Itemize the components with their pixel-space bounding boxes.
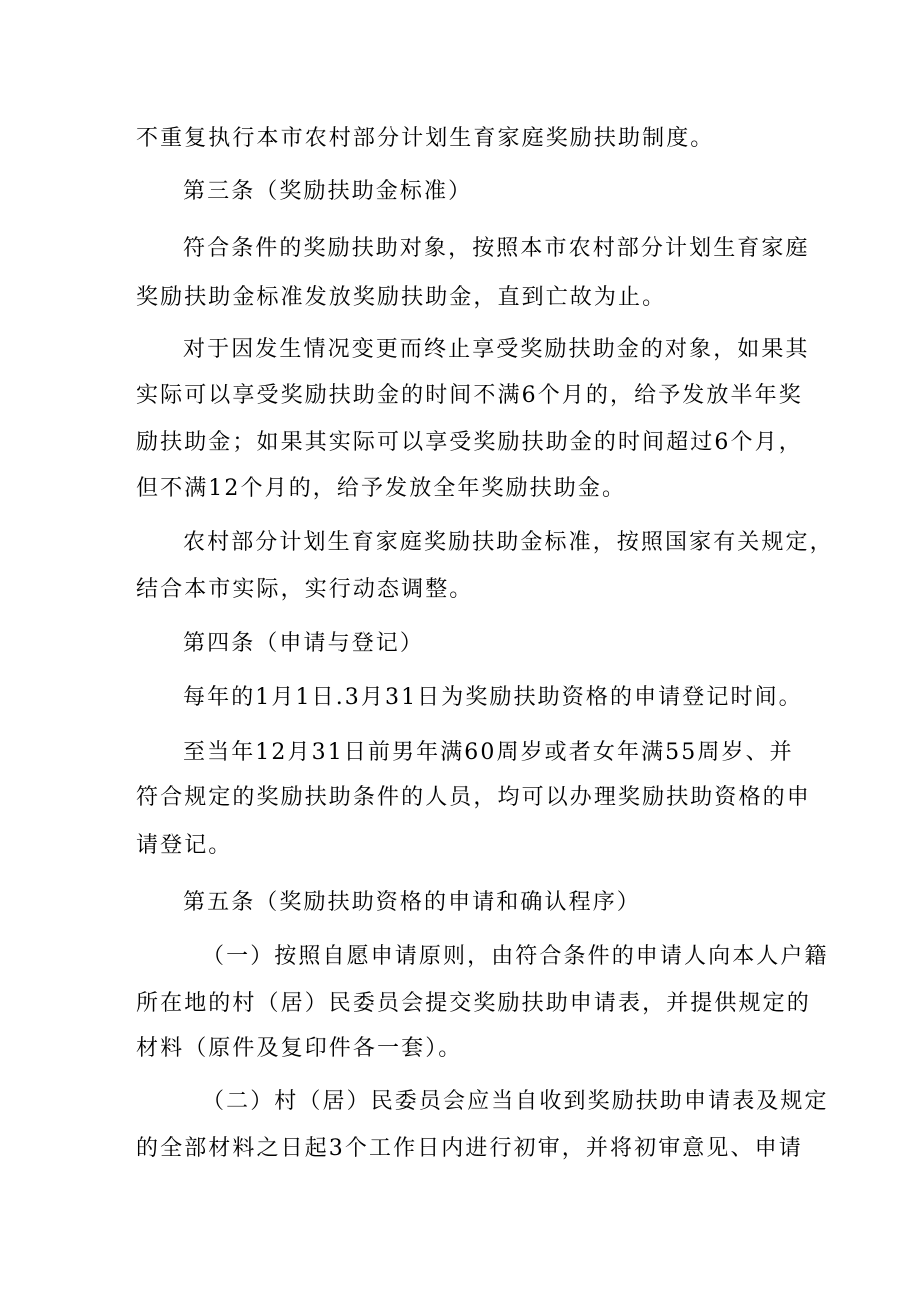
paragraph-line: 请登记。 xyxy=(136,833,233,858)
paragraph-line: 励扶助金；如果其实际可以享受奖励扶助金的时间超过6个月， xyxy=(136,430,803,455)
paragraph-line: 不重复执行本市农村部分计划生育家庭奖励扶助制度。 xyxy=(136,126,715,151)
paragraph-line: 但不满12个月的，给予发放全年奖励扶助金。 xyxy=(136,476,627,501)
paragraph-line: 奖励扶助金标准发放奖励扶助金，直到亡故为止。 xyxy=(136,285,667,310)
paragraph-line: 对于因发生情况变更而终止享受奖励扶助金的对象，如果其 xyxy=(183,337,810,362)
article-heading: 第四条（申请与登记） xyxy=(183,631,425,656)
article-heading: 第三条（奖励扶助金标准） xyxy=(183,179,473,204)
paragraph-line: 所在地的村（居）民委员会提交奖励扶助申请表，并提供规定的 xyxy=(136,991,811,1016)
paragraph-line: 至当年12月31日前男年满60周岁或者女年满55周岁、并 xyxy=(183,740,794,765)
paragraph-line: （一）按照自愿申请原则，由符合条件的申请人向本人户籍 xyxy=(202,944,829,969)
article-heading: 第五条（奖励扶助资格的申请和确认程序） xyxy=(183,890,641,915)
paragraph-line: （二）村（居）民委员会应当自收到奖励扶助申请表及规定 xyxy=(202,1089,829,1114)
paragraph-line: 符合条件的奖励扶助对象，按照本市农村部分计划生育家庭 xyxy=(183,236,810,261)
paragraph-line: 结合本市实际，实行动态调整。 xyxy=(136,577,474,602)
paragraph-line: 每年的1月1日.3月31日为奖励扶助资格的申请登记时间。 xyxy=(183,685,803,710)
paragraph-line: 的全部材料之日起3个工作日内进行初审，并将初审意见、申请 xyxy=(136,1136,803,1161)
paragraph-line: 符合规定的奖励扶助条件的人员，均可以办理奖励扶助资格的申 xyxy=(136,785,811,810)
paragraph-line: 材料（原件及复印件各一套）。 xyxy=(136,1036,463,1061)
paragraph-line: 农村部分计划生育家庭奖励扶助金标准，按照国家有关规定， xyxy=(183,530,834,555)
paragraph-line: 实际可以享受奖励扶助金的时间不满6个月的，给予发放半年奖 xyxy=(136,383,803,408)
